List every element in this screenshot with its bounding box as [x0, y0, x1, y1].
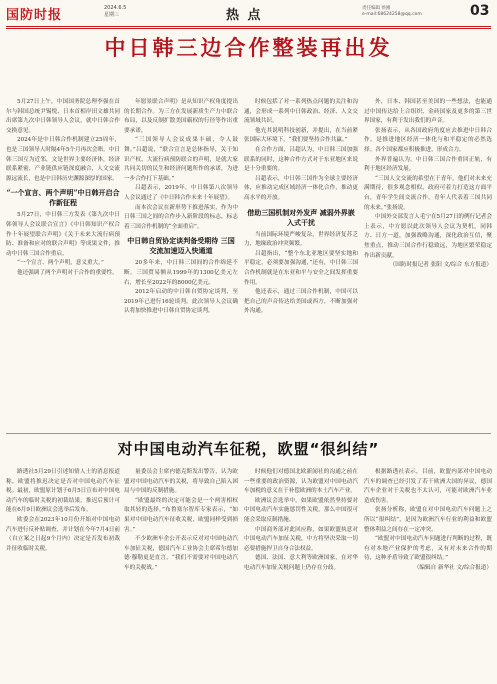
paragraph: 根据路透社表示，目前，欧盟内部对中国电动汽车的调查已经引发了若干欧洲大国的异议，德国汽车企业对于关税也不太认可，可能对欧洲汽车业造成伤害。	[364, 469, 492, 504]
paragraph: 年愿景联合声明》是从知识产权角度提出的长期合作。为三方在发展新质生产力中联合布局，以及反制扩散美国霸权的行径等作出重要承诺。	[124, 99, 238, 134]
paragraph: 他还表示，通过三国合作机制，中国可以把自己的声音传达给美国或西方，不断加强对外沟通。	[244, 289, 358, 315]
article2-byline: （编辑自 新华社 文/综合报道）	[413, 564, 492, 571]
paragraph: 吕超表示，2019年，中日韩第八次领导人会议通过了《中日韩合作未来十年展望》。	[124, 185, 238, 201]
paragraph: “三国人文交流的希望在于青年，他们对未来充满期待，很多观念相似，政府可着力打造这方面平台，青年学生间交流合作，青年人代表着三国共同的未来。”张扬说。	[364, 175, 492, 211]
page-number: 03	[470, 3, 490, 19]
article1-subheading-3: 借助三国机制对外发声 减弱外界嵌入式干扰	[247, 207, 355, 227]
header-rule	[6, 26, 491, 27]
paragraph: 他还强调了两个声明对于合作的重要性。	[17, 269, 118, 276]
article1-subheading-2: 中日韩自贸协定谈判备受期待 三国交流加速迈入快通道	[127, 236, 235, 256]
article2-column-4	[364, 468, 492, 680]
editor-name: 责任编辑 侯刚	[362, 6, 391, 11]
paragraph: 欧委会在2023年10月份开始对中国电动汽车进行反补贴调查，并计划在今年7月4日前（自立案之日起9个月内）决定是否发布初裁并征收临时关税。	[6, 516, 120, 552]
article1-column-4	[364, 98, 492, 428]
article1-byline: （国防时报记者 张阳 文/综合 东方报道）	[389, 262, 492, 269]
paragraph: 在合作方面，吕超认为，中日韩三国加强联系的同时，这种合作方式对于东亚地区来说是十分重要的。	[244, 146, 358, 173]
paragraph: 德国、法国、意大利等欧洲国家，在对华电动汽车加征关税问题上仍存在分歧。	[244, 555, 358, 571]
article2-headline: 对中国电动汽车征税，欧盟“很纠结”	[117, 440, 380, 458]
paragraph: 时候他们对德国北欧新闻社的沟通之前在一些重要的政治资源，认为欧盟对中国电动汽车加税的意义在于补偿欧洲的本土汽车产业。	[244, 469, 358, 495]
paragraph: 他充其说明科技创新，并提出，在当前紧张国际大环境下，“我们要坚持合作共赢。”	[244, 127, 358, 144]
paragraph: 当前国际环境严峻复杂，世界经济复苏乏力，地缘政治冲突频繁。	[244, 231, 358, 248]
article2-column-3	[244, 468, 358, 680]
paragraph: 时候包括了对一系列热点问题的关注和沟通，会形成一系列中日韩政治、经济、人文交流领域共识。	[244, 99, 358, 125]
paragraph: 路透社5月29日引述知情人士的消息报道称，欧盟将推迟决定是否对中国电动汽车征税。最初，欧盟原计划于6月5日宣布对中国电动汽车的临时关税的初裁结果，推迟后预计可能在6月9日欧洲议会选举后发布。	[6, 469, 120, 514]
paragraph: “欧盟最终的决定可能会是一个两害相权取其轻的选择。”布鲁塞尔智库专家表示，“如果对中国电动汽车征收关税，欧盟同样受到损害。”	[124, 497, 238, 533]
paragraph: “一个宣言、两个声明，意义重大。”	[17, 260, 104, 267]
article2-column-1	[6, 468, 120, 680]
paragraph: 中国商务部对此回应称，如果欧盟执意对中国电动汽车加征关税，中方将坚决采取一切必要措施捍卫自身合法权益。	[244, 526, 358, 552]
paragraph: 5月27日上午，中国国务院总理李强在首尔与韩国总统尹锡悦、日本首相岸田文雄共同出席第九次中日韩领导人会议，就中日韩合作交换意见。	[6, 99, 120, 134]
paragraph: 外，日本、韩国甚至美国的一些想法，也能通过中国传达给上合组织、金砖国家及更多的第三世界国家，有利于发出我们的声音。	[364, 99, 492, 125]
article1-column-3	[244, 98, 358, 428]
paragraph: 20多年来，中日韩三国间的合作绵延不断。三国贸易额从1999年的1300亿美元左右，增长至2022年的8000亿美元。	[124, 260, 238, 286]
newspaper-logo: 国防时报	[6, 8, 63, 23]
paragraph: 张扬分析称，欧盟在对中国电动汽车问题上之所以“很纠结”，是因为欧洲汽车行业的利益和欧盟整体利益之间存在一定冲突。	[364, 507, 492, 533]
paragraph: 中国外交部发言人毛宁在5月27日的例行记者会上表示，中方愿以此次领导人会议为契机，同韩方、日方一道，加强战略沟通，深化政治互信，聚焦重点，推动三国合作行稳致远，为地区繁荣稳定作出新贡献。	[364, 214, 492, 259]
paragraph: 吕超表示，中日韩三国作为全球主要经济体，应推动完成区域经济一体化合作，推动更高水平的开放。	[244, 175, 358, 201]
article1-headline: 中日韩三边合作整装再出发	[104, 36, 393, 60]
article1-column-2	[124, 98, 238, 428]
editor-info	[362, 6, 472, 18]
newspaper-header	[0, 0, 497, 28]
paragraph: 吕超指出，“整个东北亚地区要坚实地和平稳定，必须要加强沟通，”还有，中日韩三国合作机制就是在东亚和平与安全之间发挥重要作用。	[244, 250, 358, 286]
paragraph: 张扬表示，从各国政府角度应去推进中日韩合作，是推进地区经济一体化与和平稳定的必然选择。各个国家都应积极推进，形成合力。	[364, 127, 492, 153]
paragraph: 2024年是中日韩合作机制建立25周年，也是三国领导人时隔4年5个月再次会晤。中日韩三国互为近邻，文是世界主要经济体，经济联系紧密，产业链供应链深度融合，人文交流源远流长，也是中日韩历史渊源深厚的国家。	[6, 137, 120, 182]
article1-subheading-1: “一个宣言、两个声明”中日韩开启合作新征程	[6, 188, 120, 208]
article1-column-1	[6, 98, 120, 428]
paragraph: 而本次会议在新形势下推进落实，作为中日韩三国之间的合作步入新阶段的标志，标志着三国合作机制的“全面重启”。	[124, 204, 238, 230]
issue-date: 2024.6.5	[104, 5, 127, 11]
paragraph: “欧盟对中国电动汽车问题进行判断的过程，既有对本地产业保护的考虑，又有对未来合作的期待，这种矛盾导致了欧盟很纠结。”	[364, 536, 492, 562]
section-title: 热 点	[226, 8, 263, 23]
paragraph: 2012年启动的中日韩自贸协定谈判，至2019年已进行16轮谈判。此次领导人会议确认将加快推进中日韩自贸协定谈判。	[124, 289, 238, 315]
article2-column-2	[124, 468, 238, 680]
issue-date-block	[104, 5, 126, 19]
paragraph: “三国领导人会议成果丰硕，令人鼓舞。”吕超说，“联合宣言是总体指导，关于知识产权、大流行病预防联合的声明，是就大家共同关切的民生和经济问题所作的承诺，为进一步合作打下基础。”	[124, 137, 238, 182]
article-divider	[6, 433, 491, 434]
paragraph: 欧洲议会选举中，如果欧盟依然坚持要对中国电动汽车实施惩罚性关税，那么中国很可能会采取反制措施。	[244, 497, 358, 523]
paragraph: 外界普遍认为，中日韩三国合作重回正轨，有利于地区经济发展。	[364, 156, 492, 173]
issue-weekday: 星期三	[104, 12, 120, 18]
editor-email: e-mail:68624258@qq.com	[362, 12, 422, 17]
paragraph: 5月27日，中日韩三方发表《第九次中日韩领导人会议联合宣言》《中日韩知识产权合作十年展望联合声明》《关于未来大流行病预防、准备和应对的联合声明》等成果文件，推动中日韩三国合作重启。	[6, 212, 120, 257]
paragraph: 不少欧洲车企公开表示反对对中国电动汽车加征关税，德国汽车工业协会主席希尔德加德·穆勒更是直言，“我们不需要对中国电动汽车的关税战。”	[124, 536, 238, 571]
paragraph: 量委员会主席内德克斯发出警告，认为欧盟对中国电动汽车的关税，将导致自己陷入困局与中国的反制措施。	[124, 469, 238, 495]
header-rule-thin	[6, 28, 491, 29]
